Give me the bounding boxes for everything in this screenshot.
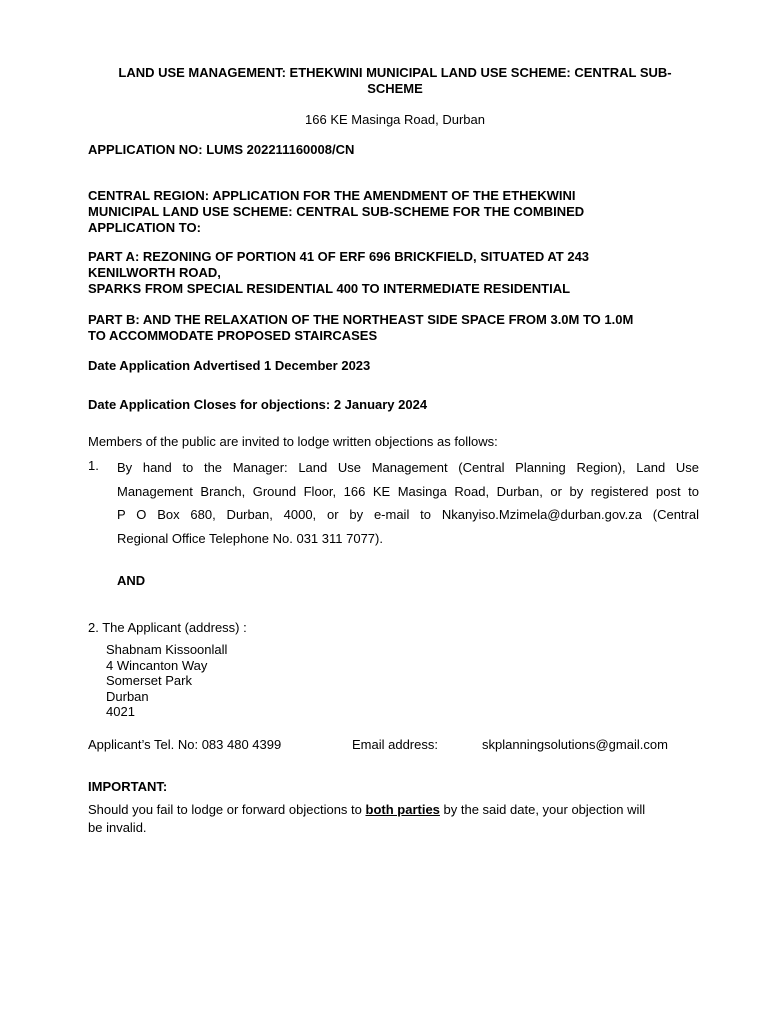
applicant-address [106, 642, 227, 720]
date-advertised: Date Application Advertised 1 December 2023 [88, 358, 371, 373]
important-text [88, 801, 708, 837]
part-b-line-1: PART B: AND THE RELAXATION OF THE NORTHEAST SIDE SPACE FROM 3.0M TO 1.0M [88, 312, 634, 327]
item-1-text [117, 456, 699, 550]
date-closes: Date Application Closes for objections: 2 January 2024 [88, 397, 428, 412]
part-a-line-2: KENILWORTH ROAD, [88, 265, 221, 280]
part-a-line-1: PART A: REZONING OF PORTION 41 OF ERF 696 BRICKFIELD, SITUATED AT 243 [88, 249, 590, 264]
important-text-after: by the said date, your objection will [439, 802, 646, 817]
item-1-line-1: By hand to the Manager: Land Use Management (Central Planning Region), Land Use [117, 460, 699, 475]
title-line-2: SCHEME [367, 81, 423, 96]
item-1-number: 1. [88, 458, 99, 473]
item-1-line-3: P O Box 680, Durban, 4000, or by e-mail to Nkanyiso.Mzimela@durban.gov.za (Central [117, 507, 699, 522]
address-line: 4021 [106, 704, 135, 720]
address-line: Shabnam Kissoonlall [106, 642, 228, 657]
important-text-before: Should you fail to lodge or forward objections to [88, 802, 366, 817]
notice-title [80, 65, 710, 97]
important-line-1 [88, 801, 708, 819]
and-label: AND [117, 573, 146, 588]
important-label: IMPORTANT: [88, 779, 168, 794]
part-a [88, 249, 708, 297]
region-line-2: MUNICIPAL LAND USE SCHEME: CENTRAL SUB-SCHEME FOR THE COMBINED [88, 204, 585, 219]
title-line-1: LAND USE MANAGEMENT: ETHEKWINI MUNICIPAL LAND USE SCHEME: CENTRAL SUB- [118, 65, 672, 80]
region-line-1: CENTRAL REGION: APPLICATION FOR THE AMENDMENT OF THE ETHEKWINI [88, 188, 576, 203]
item-1-line-4: Regional Office Telephone No. 031 311 7077). [117, 530, 383, 546]
email-label: Email address: [352, 737, 438, 752]
email-address: skplanningsolutions@gmail.com [482, 737, 668, 752]
important-line-2: be invalid. [88, 820, 147, 835]
part-b [88, 312, 708, 344]
important-emphasis: both parties [365, 802, 440, 817]
item-2-label: 2. The Applicant (address) : [88, 620, 247, 635]
region-line-3: APPLICATION TO: [88, 220, 201, 235]
part-a-line-3: SPARKS FROM SPECIAL RESIDENTIAL 400 TO INTERMEDIATE RESIDENTIAL [88, 281, 571, 296]
region-heading [88, 188, 708, 236]
address-line: Durban [106, 688, 149, 704]
address-line: 4 Wincanton Way [106, 657, 208, 673]
property-address: 166 KE Masinga Road, Durban [305, 112, 485, 127]
item-1-line-2: Management Branch, Ground Floor, 166 KE Masinga Road, Durban, or by registered post to [117, 483, 699, 499]
members-intro: Members of the public are invited to lodge written objections as follows: [88, 434, 498, 449]
part-b-line-2: TO ACCOMMODATE PROPOSED STAIRCASES [88, 328, 378, 343]
address-line: Somerset Park [106, 673, 192, 689]
application-number: APPLICATION NO: LUMS 202211160008/CN [88, 142, 355, 157]
applicant-telephone: Applicant’s Tel. No: 083 480 4399 [88, 737, 282, 752]
